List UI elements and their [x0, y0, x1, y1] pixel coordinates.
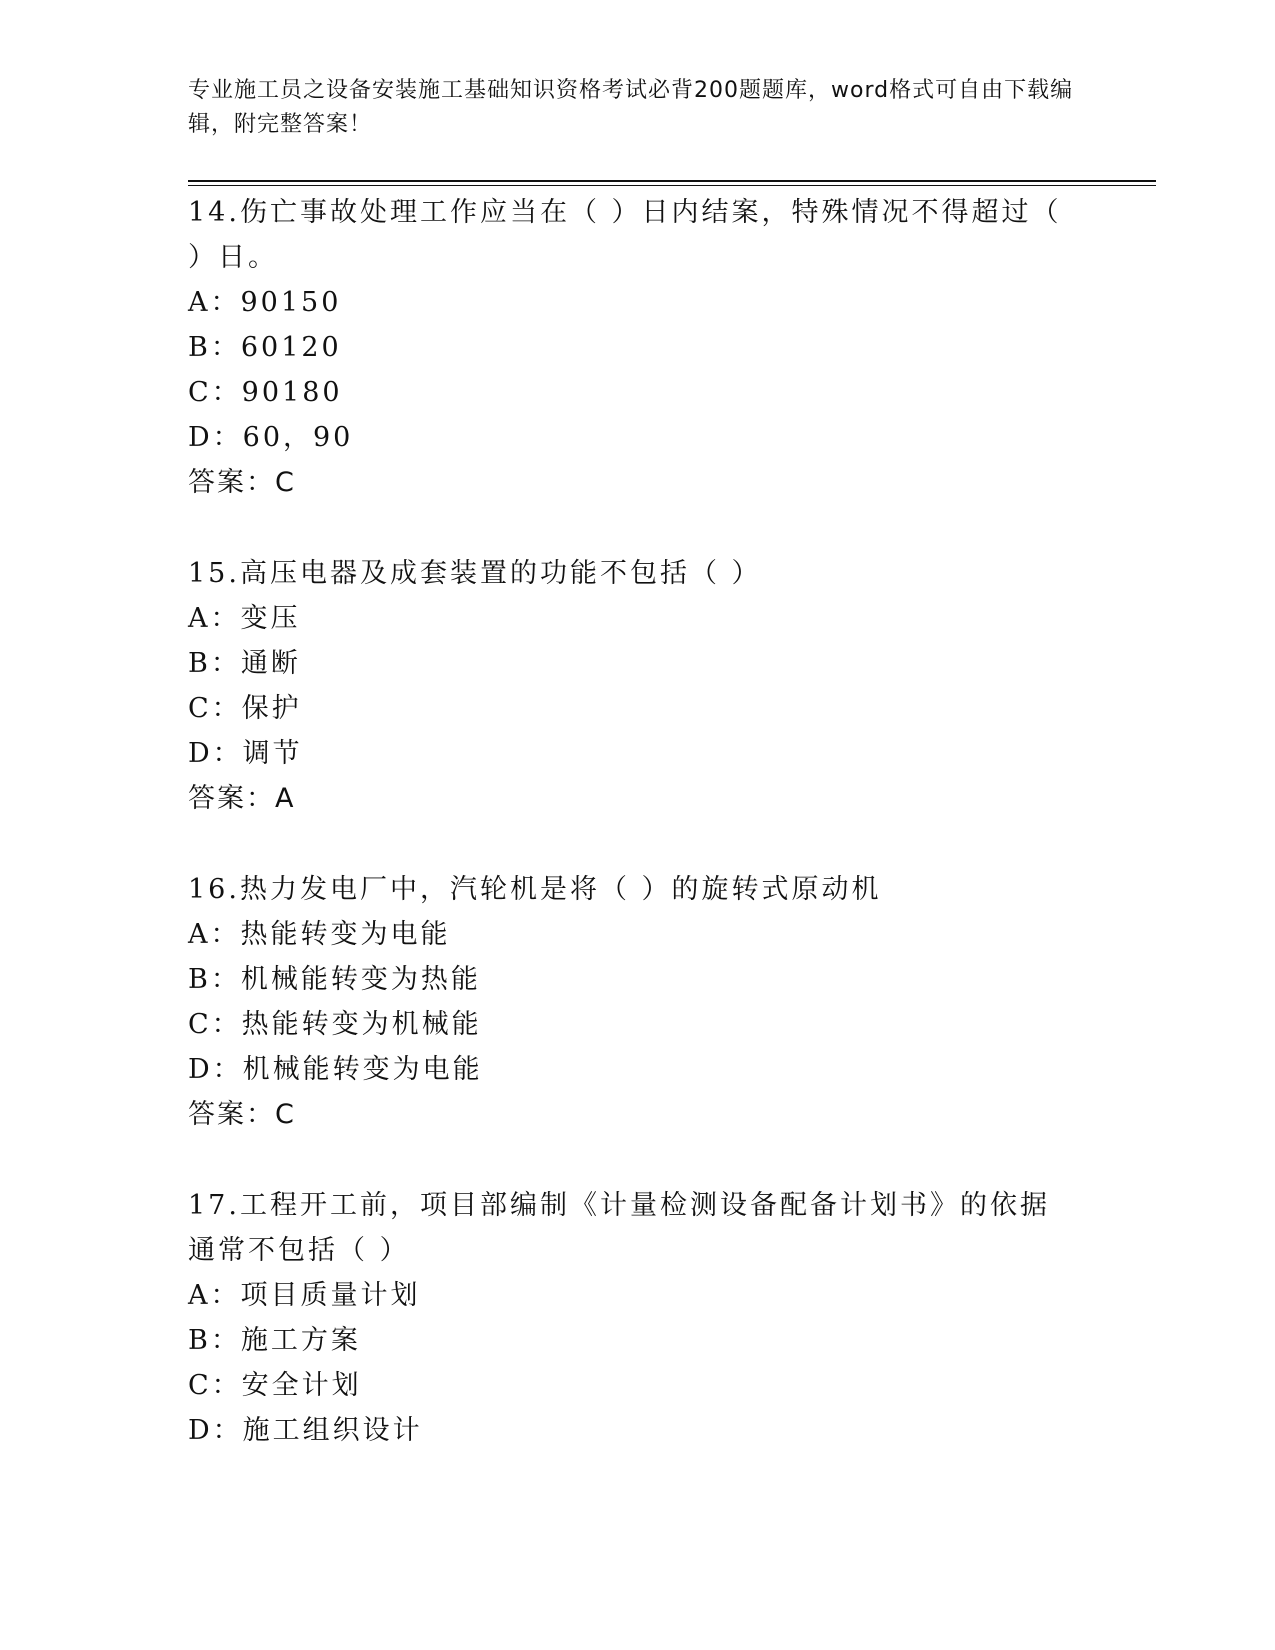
question-stem: 17.工程开工前，项目部编制《计量检测设备配备计划书》的依据通常不包括（ ） — [188, 1190, 1050, 1266]
question-16 — [188, 867, 1088, 1137]
option-c: C：安全计划 — [188, 1370, 362, 1401]
option-b: B：60120 — [188, 332, 342, 363]
answer-line: 答案：C — [188, 467, 296, 498]
option-c: C：热能转变为机械能 — [188, 1009, 482, 1040]
option-b: B：通断 — [188, 648, 301, 679]
question-15 — [188, 551, 1088, 821]
option-d: D：调节 — [188, 738, 303, 769]
option-a: A：90150 — [188, 287, 342, 318]
option-d: D：60，90 — [188, 422, 354, 453]
option-d: D：机械能转变为电能 — [188, 1054, 483, 1085]
question-stem: 15.高压电器及成套装置的功能不包括（ ） — [188, 558, 762, 589]
option-a: A：变压 — [188, 603, 301, 634]
option-a: A：热能转变为电能 — [188, 919, 451, 950]
question-stem: 16.热力发电厂中，汽轮机是将（ ）的旋转式原动机 — [188, 874, 882, 905]
question-stem: 14.伤亡事故处理工作应当在（ ）日内结案，特殊情况不得超过（ ）日。 — [188, 197, 1062, 273]
question-17 — [188, 1183, 1088, 1453]
option-d: D：施工组织设计 — [188, 1415, 423, 1446]
question-14 — [188, 190, 1088, 505]
option-c: C：90180 — [188, 377, 343, 408]
document-header-note: 专业施工员之设备安装施工基础知识资格考试必背200题题库，word格式可自由下载编辑，附完整答案！ — [188, 78, 1074, 137]
option-c: C：保护 — [188, 693, 302, 724]
option-b: B：施工方案 — [188, 1325, 361, 1356]
answer-line: 答案：C — [188, 1099, 296, 1130]
answer-line: 答案：A — [188, 783, 296, 814]
header-divider-thick — [188, 180, 1156, 182]
option-b: B：机械能转变为热能 — [188, 964, 481, 995]
option-a: A：项目质量计划 — [188, 1280, 421, 1311]
question-list — [188, 190, 1088, 1499]
header-divider-thin — [188, 185, 1156, 186]
